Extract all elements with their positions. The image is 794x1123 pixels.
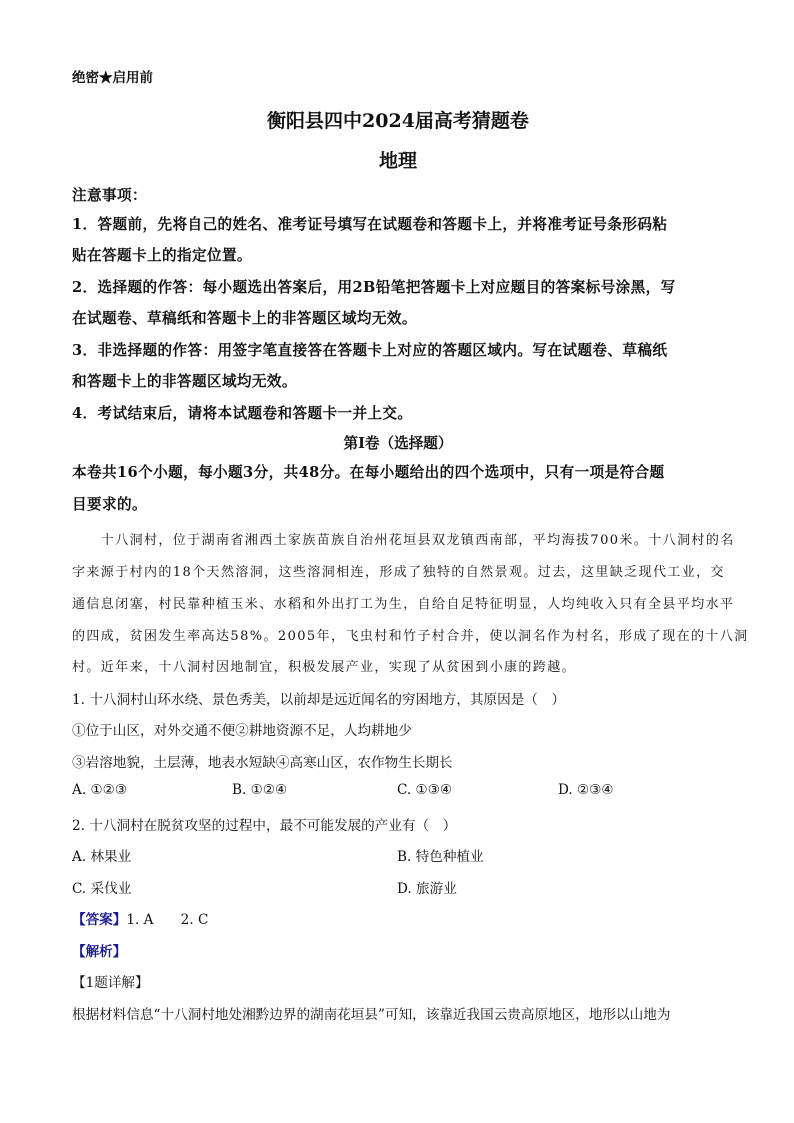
q2-option-b: B. 特色种植业 xyxy=(397,849,484,865)
exam-title: 衡阳县四中2024届高考猜题卷 xyxy=(267,110,529,132)
q2-option-a: A. 林果业 xyxy=(72,849,132,865)
section-intro: 本卷共16个小题，每小题3分，共48分。在每小题给出的四个选项中，只有一项是符合题 xyxy=(72,464,665,481)
q1-option-a: A. ①②③ xyxy=(72,782,128,798)
notice-line: 和答题卡上的非答题区域均无效。 xyxy=(72,373,297,390)
passage-line: 的四成，贫困发生率高达58%。2005年，飞虫村和竹子村合并，使以洞名作为村名，形成了现在的十八洞 xyxy=(72,629,749,644)
detail-text: 根据材料信息“十八洞村地处湘黔边界的湖南花垣县”可知，该靠近我国云贵高原地区，地形以山地为 xyxy=(72,1007,671,1023)
passage-line: 字来源于村内的18个天然溶洞，这些溶洞相连，形成了独特的自然景观。过去，这里缺乏现代工业，交 xyxy=(72,565,725,580)
passage-line: 村。近年来，十八洞村因地制宜，积极发展产业，实现了从贫困到小康的跨越。 xyxy=(72,660,577,675)
q1-option-b: B. ①②④ xyxy=(232,782,288,798)
notice-line: 4．考试结束后，请将本试题卷和答题卡一并上交。 xyxy=(72,405,413,422)
question-1-stem: 1. 十八洞村山环水绕、景色秀美，以前却是远近闻名的穷困地方，其原因是（ ） xyxy=(72,692,566,708)
passage-line: 十八洞村，位于湖南省湘西土家族苗族自治州花垣县双龙镇西南部，平均海拔700米。十八洞村的名 xyxy=(72,533,735,548)
notice-heading: 注意事项： xyxy=(72,187,147,204)
notice-line: 3．非选择题的作答：用签字笔直接答在答题卡上对应的答题区域内。写在试题卷、草稿纸 xyxy=(72,342,668,359)
question-2-stem: 2. 十八洞村在脱贫攻坚的过程中，最不可能发展的产业有（ ） xyxy=(72,818,457,834)
section-intro: 目要求的。 xyxy=(72,496,147,513)
analysis-tag: 【解析】 xyxy=(72,944,127,960)
answer-text: 1. A 2. C xyxy=(126,912,209,928)
notice-line: 1．答题前，先将自己的姓名、准考证号填写在试题卷和答题卡上，并将准考证号条形码粘 xyxy=(72,216,668,233)
answer-line xyxy=(72,908,208,928)
q1-option-d: D. ②③④ xyxy=(558,782,614,798)
q1-option-c: C. ①③④ xyxy=(397,782,453,798)
passage-line: 通信息闭塞，村民靠种植玉米、水稻和外出打工为生，自给自足特征明显，人均纯收入只有全县平均水平 xyxy=(72,597,735,612)
subject-title: 地理 xyxy=(378,150,417,172)
q2-option-c: C. 采伐业 xyxy=(72,881,132,897)
question-1-statement: ③岩溶地貌，土层薄，地表水短缺④高寒山区，农作物生长期长 xyxy=(72,755,453,771)
answer-tag: 【答案】 xyxy=(72,912,127,928)
question-1-statement: ①位于山区，对外交通不便②耕地资源不足，人均耕地少 xyxy=(72,723,412,739)
detail-heading: 【1题详解】 xyxy=(72,975,149,991)
notice-line: 在试题卷、草稿纸和答题卡上的非答题区域均无效。 xyxy=(72,310,417,327)
notice-line: 2．选择题的作答：每小题选出答案后，用2B铅笔把答题卡上对应题目的答案标号涂黑，写 xyxy=(72,279,676,296)
notice-line: 贴在答题卡上的指定位置。 xyxy=(72,247,252,264)
section-title: 第Ⅰ卷（选择题） xyxy=(343,435,453,452)
q2-option-d: D. 旅游业 xyxy=(397,881,457,897)
analysis-line xyxy=(72,940,126,960)
confidential-label: 绝密★启用前 xyxy=(72,70,153,86)
